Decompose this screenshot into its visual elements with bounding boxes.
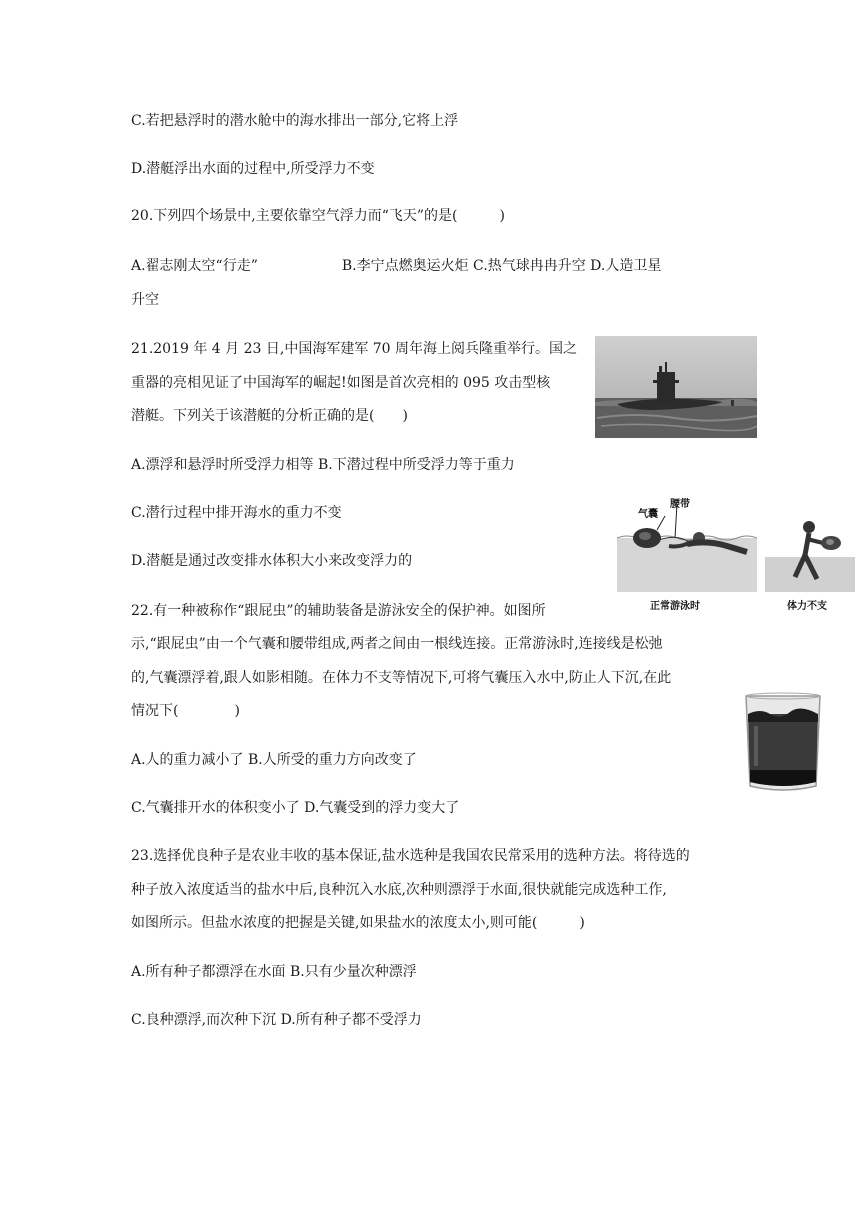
- text-line: D.潜艇浮出水面的过程中,所受浮力不变: [131, 161, 375, 177]
- text-line: 升空: [131, 292, 159, 308]
- question-22: 22.有一种被称作“跟屁虫”的辅助装备是游泳安全的保护神。如图所: [131, 603, 546, 619]
- question-20: 20.下列四个场景中,主要依靠空气浮力而“飞天”的是( ): [131, 208, 505, 224]
- text-line: C.气囊排开水的体积变小了 D.气囊受到的浮力变大了: [131, 800, 460, 816]
- text-line: A.所有种子都漂浮在水面 B.只有少量次种漂浮: [131, 964, 417, 980]
- belt-label: 腰带: [670, 499, 690, 510]
- text-line: C.若把悬浮时的潜水舱中的海水排出一部分,它将上浮: [131, 113, 459, 129]
- text-line: 示,“跟屁虫”由一个气囊和腰带组成,两者之间由一根线连接。正常游泳时,连接线是松弛: [131, 636, 663, 652]
- text-line: C.潜行过程中排开海水的重力不变: [131, 505, 342, 521]
- text-line: D.潜艇是通过改变排水体积大小来改变浮力的: [131, 553, 413, 569]
- swim-right-caption: 体力不支: [787, 601, 827, 612]
- text-line: 重器的亮相见证了中国海军的崛起!如图是首次亮相的 095 攻击型核: [131, 375, 551, 391]
- text-line: A.漂浮和悬浮时所受浮力相等 B.下潜过程中所受浮力等于重力: [131, 457, 515, 473]
- question-23: 23.选择优良种子是农业丰收的基本保证,盐水选种是我国农民常采用的选种方法。将待选的: [131, 848, 690, 864]
- text-line: 情况下( ): [131, 703, 240, 719]
- swimming-normal-figure: [617, 494, 757, 592]
- text-line: A.翟志刚太空“行走” B.李宁点燃奥运火炬 C.热气球冉冉升空 D.人造卫星: [131, 258, 662, 274]
- question-21: 21.2019 年 4 月 23 日,中国海军建军 70 周年海上阅兵隆重举行。国之: [131, 341, 578, 357]
- submarine-photo: [595, 336, 757, 438]
- text-line: 如图所示。但盐水浓度的把握是关键,如果盐水的浓度太小,则可能( ): [131, 915, 585, 931]
- text-line: A.人的重力减小了 B.人所受的重力方向改变了: [131, 752, 417, 768]
- text-line: 种子放入浓度适当的盐水中后,良种沉入水底,次种则漂浮于水面,很快就能完成选种工作,: [131, 882, 667, 898]
- text-line: 潜艇。下列关于该潜艇的分析正确的是( ): [131, 408, 408, 424]
- airbag-label: 气囊: [638, 509, 658, 520]
- text-line: C.良种漂浮,而次种下沉 D.所有种子都不受浮力: [131, 1012, 422, 1028]
- swimming-exhausted-figure: [765, 517, 855, 592]
- text-line: 的,气囊漂浮着,跟人如影相随。在体力不支等情况下,可将气囊压入水中,防止人下沉,在此: [131, 670, 672, 686]
- swim-left-caption: 正常游泳时: [650, 601, 700, 612]
- beaker-figure: [740, 690, 826, 794]
